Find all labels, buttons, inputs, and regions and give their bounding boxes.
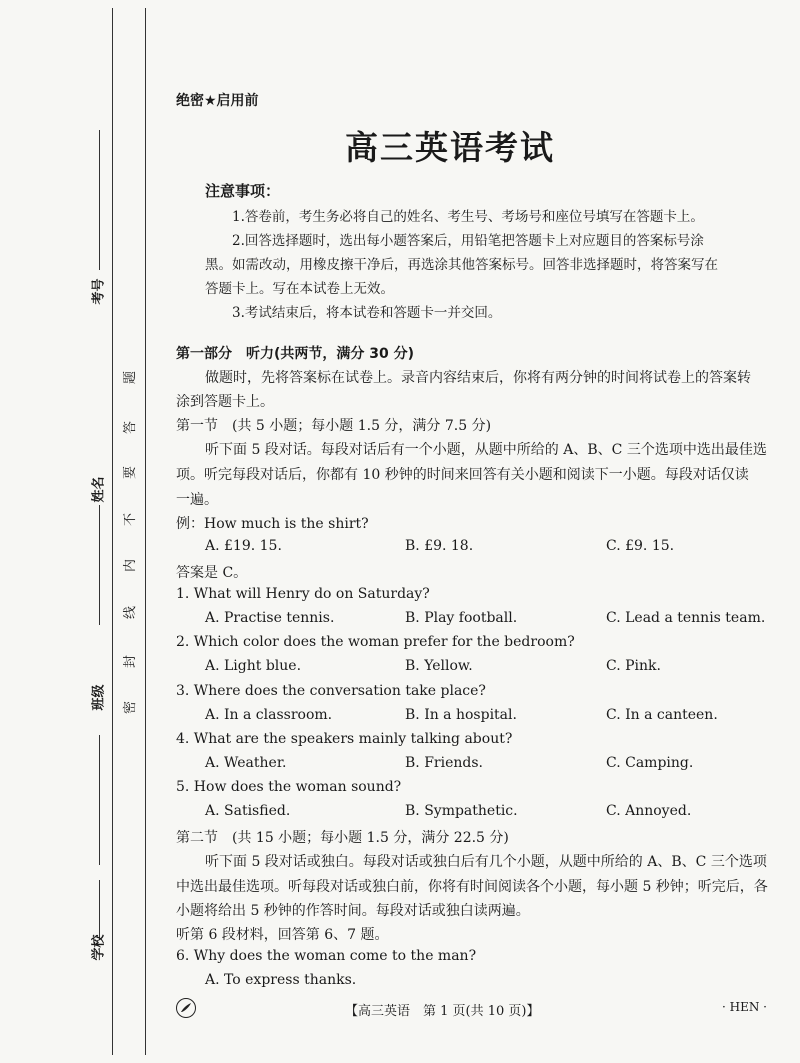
option-a: A. Satisfied. xyxy=(205,803,291,819)
option-b: B. Yellow. xyxy=(405,658,473,674)
option-a: A. Practise tennis. xyxy=(205,610,335,626)
material-6: 听第 6 段材料，回答第 6、7 题。 xyxy=(176,927,389,943)
example-option-a: A. £19. 15. xyxy=(205,538,282,554)
example-option-c: C. £9. 15. xyxy=(606,538,675,554)
example-option-b: B. £9. 18. xyxy=(405,538,474,554)
warning-char: 内 xyxy=(123,558,139,573)
school-line xyxy=(99,880,100,940)
option-a: A. In a classroom. xyxy=(205,707,333,723)
warning-char: 答 xyxy=(123,420,139,435)
section1-instructions: 项。听完每段对话后，你都有 10 秒钟的时间来回答有关小题和阅读下一小题。每段对话仅读 xyxy=(176,467,749,483)
notice-item: 答题卡上。写在本试卷上无效。 xyxy=(205,281,394,297)
exam-no-label: 考号 xyxy=(91,278,107,305)
name-label: 姓名 xyxy=(91,476,107,503)
option-b: B. Play football. xyxy=(405,610,518,626)
option-b: B. Sympathetic. xyxy=(405,803,518,819)
option-c: C. In a canteen. xyxy=(606,707,718,723)
warning-char: 密 xyxy=(123,700,139,715)
option-a: A. To express thanks. xyxy=(205,972,357,988)
option-a: A. Weather. xyxy=(205,755,287,771)
example-answer: 答案是 C。 xyxy=(176,565,248,581)
option-c: C. Annoyed. xyxy=(606,803,692,819)
section2-instructions: 小题将给出 5 秒钟的作答时间。每段对话或独白读两遍。 xyxy=(176,903,530,919)
warning-char: 线 xyxy=(123,605,139,620)
notice-heading: 注意事项： xyxy=(205,182,281,200)
section2-heading: 第二节 (共 15 小题；每小题 1.5 分，满分 22.5 分) xyxy=(176,830,509,846)
notice-item: 黑。如需改动，用橡皮擦干净后，再选涂其他答案标号。回答非选择题时，将答案写在 xyxy=(205,257,718,273)
class-line xyxy=(99,735,100,865)
page-title: 高三英语考试 xyxy=(345,128,555,167)
section2-instructions: 中选出最佳选项。听每段对话或独白前，你将有时间阅读各个小题，每小题 5 秒钟；听完后，各 xyxy=(176,879,768,895)
option-c: C. Camping. xyxy=(606,755,694,771)
section2-instructions: 听下面 5 段对话或独白。每段对话或独白后有几个小题，从题中所给的 A、B、C 三个选项 xyxy=(205,854,767,870)
option-c: C. Lead a tennis team. xyxy=(606,610,766,626)
logo-icon xyxy=(176,998,196,1018)
section1-instructions: 一遍。 xyxy=(176,492,218,508)
warning-char: 要 xyxy=(123,465,139,480)
warning-char: 封 xyxy=(123,654,139,669)
notice-item: 2.回答选择题时，选出每小题答案后，用铅笔把答题卡上对应题目的答案标号涂 xyxy=(232,233,704,249)
section1-instructions: 听下面 5 段对话。每段对话后有一个小题，从题中所给的 A、B、C 三个选项中选出最佳选 xyxy=(205,442,767,458)
option-c: C. Pink. xyxy=(606,658,661,674)
notice-item: 3.考试结束后，将本试卷和答题卡一并交回。 xyxy=(232,305,502,321)
part1-intro: 涂到答题卡上。 xyxy=(176,394,274,410)
footer-code: · HEN · xyxy=(722,1000,767,1014)
example-question: 例：How much is the shirt? xyxy=(176,516,369,532)
option-b: B. In a hospital. xyxy=(405,707,517,723)
page-footer: 【高三英语 第 1 页(共 10 页)】 xyxy=(345,1004,540,1019)
part1-heading: 第一部分 听力(共两节，满分 30 分) xyxy=(176,346,415,362)
warning-char: 题 xyxy=(123,370,139,385)
school-label: 学校 xyxy=(91,934,107,961)
question: 5. How does the woman sound? xyxy=(176,779,402,795)
section1-heading: 第一节 (共 5 小题；每小题 1.5 分，满分 7.5 分) xyxy=(176,418,492,434)
question: 1. What will Henry do on Saturday? xyxy=(176,586,430,602)
question: 2. Which color does the woman prefer for the bedroom? xyxy=(176,634,575,650)
option-b: B. Friends. xyxy=(405,755,483,771)
notice-item: 1.答卷前，考生务必将自己的姓名、考生号、考场号和座位号填写在答题卡上。 xyxy=(232,209,704,225)
warning-char: 不 xyxy=(123,512,139,527)
question: 3. Where does the conversation take place? xyxy=(176,683,486,699)
option-a: A. Light blue. xyxy=(205,658,302,674)
part1-intro: 做题时，先将答案标在试卷上。录音内容结束后，你将有两分钟的时间将试卷上的答案转 xyxy=(205,370,751,386)
question: 6. Why does the woman come to the man? xyxy=(176,948,477,964)
class-label: 班级 xyxy=(91,684,107,711)
confidential-label: 绝密★启用前 xyxy=(176,93,259,109)
question: 4. What are the speakers mainly talking about? xyxy=(176,731,513,747)
name-line xyxy=(99,505,100,625)
